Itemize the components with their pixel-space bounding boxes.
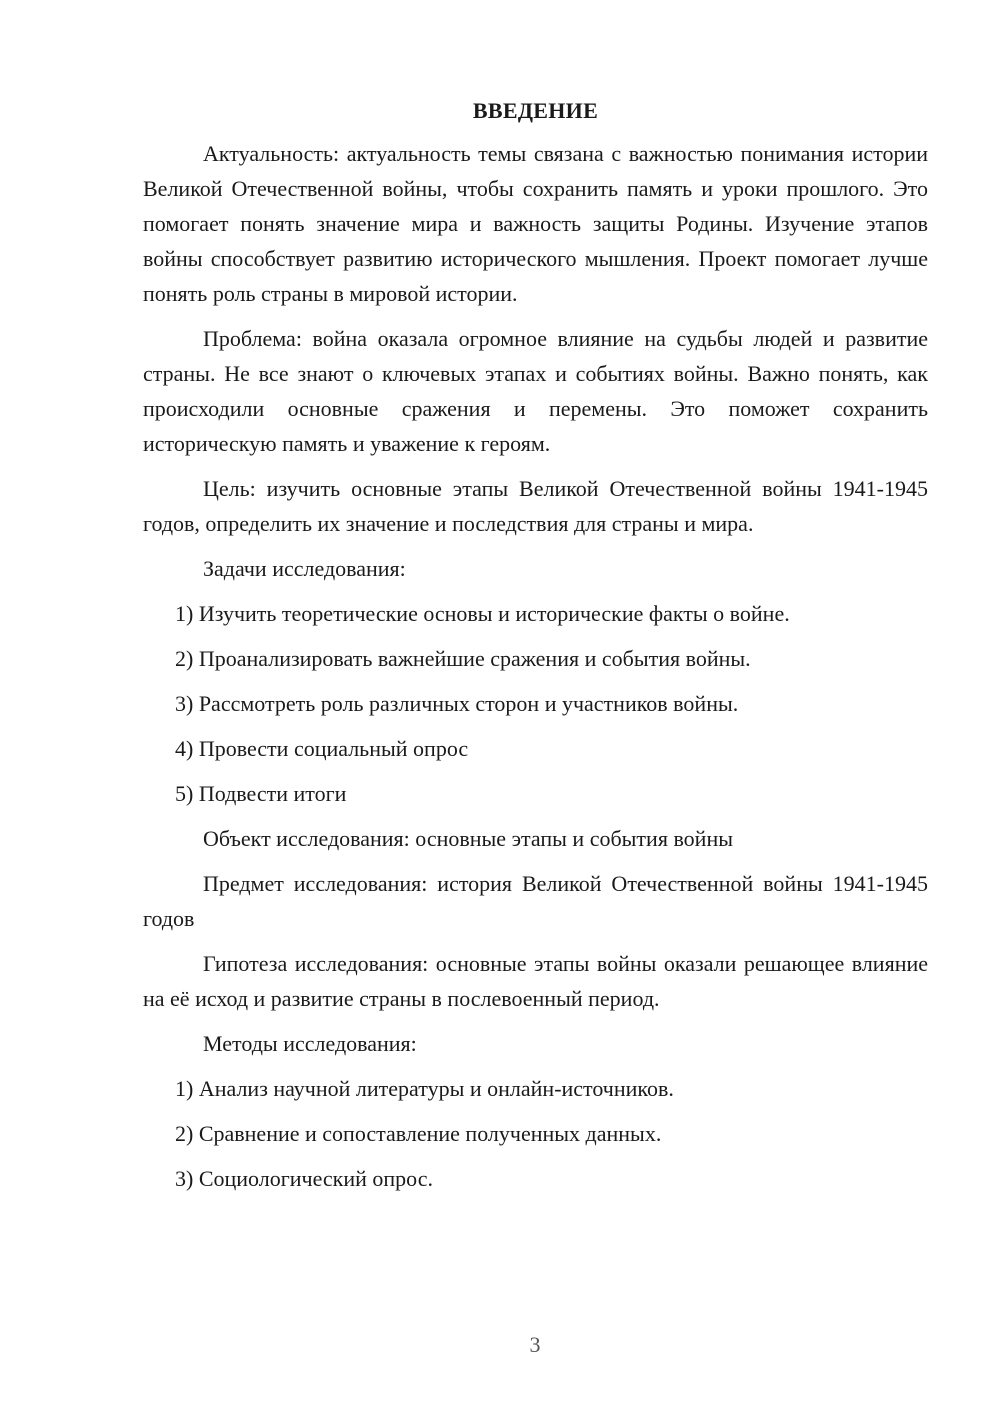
tasks-list (143, 596, 928, 811)
tasks-heading: Задачи исследования: (203, 556, 406, 581)
subject-paragraph: Предмет исследования: история Великой Отечественной войны 1941-1945 годов (143, 871, 928, 931)
hypothesis-paragraph: Гипотеза исследования: основные этапы войны оказали решающее влияние на её исход и развитие страны в послевоенный период. (143, 951, 928, 1011)
list-item: 2) Сравнение и сопоставление полученных данных. (175, 1121, 662, 1146)
document-page (143, 96, 928, 1206)
methods-list (143, 1071, 928, 1196)
methods-heading: Методы исследования: (203, 1031, 417, 1056)
list-item: 3) Рассмотреть роль различных сторон и участников войны. (175, 691, 739, 716)
list-item: 3) Социологический опрос. (175, 1166, 433, 1191)
list-item: 1) Изучить теоретические основы и исторические факты о войне. (175, 601, 790, 626)
goal-paragraph: Цель: изучить основные этапы Великой Отечественной войны 1941-1945 годов, определить их значение и последствия для страны и мира. (143, 476, 928, 536)
page-number: 3 (529, 1332, 541, 1357)
relevance-paragraph: Актуальность: актуальность темы связана с важностью понимания истории Великой Отечественной войны, чтобы сохранить память и уроки прошлого. Это помогает понять значение мира и важность защиты Родины. Изучение этапов войны способствует развитию исторического мышления. Проект помогает лучше понять роль страны в мировой истории. (143, 141, 928, 306)
list-item: 2) Проанализировать важнейшие сражения и события войны. (175, 646, 751, 671)
page-title: ВВЕДЕНИЕ (472, 98, 599, 123)
list-item: 1) Анализ научной литературы и онлайн-источников. (175, 1076, 674, 1101)
list-item: 4) Провести социальный опрос (175, 736, 469, 761)
list-item: 5) Подвести итоги (175, 781, 347, 806)
object-paragraph: Объект исследования: основные этапы и события войны (203, 826, 734, 851)
problem-paragraph: Проблема: война оказала огромное влияние на судьбы людей и развитие страны. Не все знают о ключевых этапах и событиях войны. Важно понять, как происходили основные сражения и перемены. Это поможет сохранить историческую память и уважение к героям. (143, 326, 928, 456)
